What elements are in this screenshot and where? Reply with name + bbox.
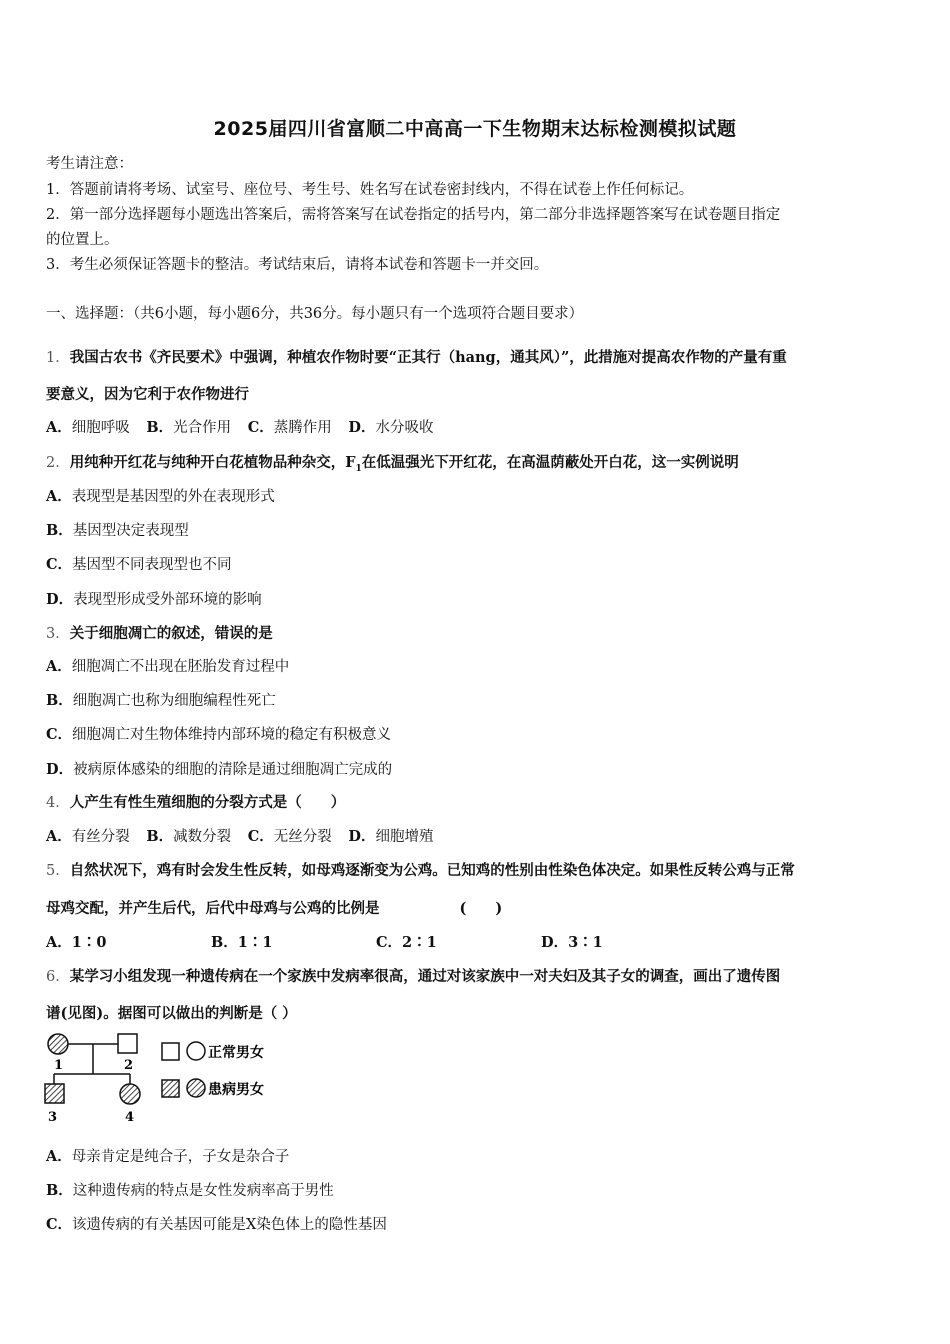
affected-female-1	[48, 1034, 68, 1054]
label-2: 2	[124, 1058, 134, 1073]
question-number: 2．	[46, 455, 70, 471]
question-2-stem: 2．用纯种开红花与纯种开白花植物品种杂交，$F_1$在低温强光下开红花，在高温荫蔽处开白花，这一实例说明	[46, 454, 739, 474]
option-c[interactable]: C．基因型不同表现型也不同	[46, 556, 232, 573]
answer-paren: ( )	[459, 900, 503, 917]
option-c[interactable]: C．2∶1	[376, 934, 437, 951]
option-b[interactable]: B．细胞凋亡也称为细胞编程性死亡	[46, 692, 276, 709]
question-3-stem: 3．关于细胞凋亡的叙述，错误的是	[46, 625, 273, 642]
legend-normal-label: 正常男女	[208, 1045, 264, 1061]
option-a[interactable]: A．细胞凋亡不出现在胚胎发育过程中	[46, 658, 290, 675]
option-c[interactable]: C．蒸腾作用	[247, 419, 332, 436]
label-3: 3	[48, 1110, 58, 1125]
affected-female-4	[120, 1084, 140, 1104]
option-d[interactable]: D．水分吸收	[348, 419, 434, 436]
option-a[interactable]: A．1∶0	[46, 934, 107, 951]
question-1-stem-cont: 要意义，因为它利于农作物进行	[46, 386, 249, 403]
option-d[interactable]: D．被病原体感染的细胞的清除是通过细胞凋亡完成的	[46, 761, 393, 778]
question-number: 3．	[46, 626, 70, 642]
option-a[interactable]: A．表现型是基因型的外在表现形式	[46, 488, 275, 505]
option-b[interactable]: B．光合作用	[146, 419, 232, 436]
option-d[interactable]: D．3∶1	[541, 934, 603, 951]
question-1-stem	[46, 346, 916, 367]
notice-item-2: 2．第一部分选择题每小题选出答案后，需将答案写在试卷指定的括号内，第二部分非选择题答案写在试卷题目指定	[46, 207, 781, 223]
option-c[interactable]: C．该遗传病的有关基因可能是X染色体上的隐性基因	[46, 1216, 387, 1233]
question-1-options	[46, 416, 916, 437]
option-a[interactable]: A．细胞呼吸	[46, 419, 130, 436]
option-d[interactable]: D．细胞增殖	[348, 828, 434, 845]
normal-male-2	[118, 1034, 137, 1053]
option-b[interactable]: B．基因型决定表现型	[46, 522, 189, 539]
legend-normal-male-icon	[162, 1043, 179, 1060]
notice-heading: 考生请注意：	[46, 156, 133, 172]
legend-normal-female-icon	[187, 1042, 205, 1060]
question-4-stem: 4．人产生有性生殖细胞的分裂方式是（ ）	[46, 794, 346, 811]
affected-male-3	[45, 1084, 64, 1103]
question-text: 我国古农书《齐民要术》中强调，种植农作物时要“正其行（hang，通其风）”，此措施对提高农作物的产量有重	[69, 349, 787, 366]
question-5-options	[46, 931, 916, 952]
question-number: 6．	[46, 969, 70, 985]
label-1: 1	[54, 1058, 64, 1073]
option-b[interactable]: B．这种遗传病的特点是女性发病率高于男性	[46, 1182, 334, 1199]
question-4-options	[46, 825, 916, 846]
question-6-stem-cont: 谱(见图)。据图可以做出的判断是（ ）	[46, 1005, 297, 1022]
option-b[interactable]: B．1∶1	[211, 934, 273, 951]
label-4: 4	[125, 1110, 135, 1125]
notice-item-2-cont: 的位置上。	[46, 232, 119, 248]
option-a[interactable]: A．母亲肯定是纯合子，子女是杂合子	[46, 1148, 290, 1165]
legend-affected-female-icon	[187, 1079, 205, 1097]
option-d[interactable]: D．表现型形成受外部环境的影响	[46, 591, 262, 608]
notice-item-3: 3．考生必须保证答题卡的整洁。考试结束后，请将本试卷和答题卡一并交回。	[46, 257, 549, 273]
question-5-stem: 5．自然状况下，鸡有时会发生性反转，如母鸡逐渐变为公鸡。已知鸡的性别由性染色体决定。如果性反转公鸡与正常	[46, 862, 795, 879]
option-b[interactable]: B．减数分裂	[146, 828, 232, 845]
section-heading: 一、选择题：（共6小题，每小题6分，共36分。每小题只有一个选项符合题目要求）	[46, 306, 584, 322]
legend-affected-male-icon	[162, 1080, 179, 1097]
question-number: 1．	[46, 350, 70, 366]
page-title: 2025届四川省富顺二中高高一下生物期末达标检测模拟试题	[213, 118, 737, 140]
notice-item-1: 1．答题前请将考场、试室号、座位号、考生号、姓名写在试卷密封线内，不得在试卷上作任何标记。	[46, 182, 694, 198]
question-number: 5．	[46, 863, 70, 879]
option-c[interactable]: C．细胞凋亡对生物体维持内部环境的稳定有积极意义	[46, 726, 392, 743]
question-5-stem-cont: 母鸡交配，并产生后代，后代中母鸡与公鸡的比例是 ( )	[46, 900, 503, 917]
legend-affected-label: 患病男女	[208, 1082, 264, 1098]
option-a[interactable]: A．有丝分裂	[46, 828, 130, 845]
pedigree-figure	[42, 1030, 302, 1130]
option-c[interactable]: C．无丝分裂	[247, 828, 332, 845]
question-6-stem: 6．某学习小组发现一种遗传病在一个家族中发病率很高，通过对该家族中一对夫妇及其子女的调查，画出了遗传图	[46, 968, 781, 985]
question-number: 4．	[46, 795, 70, 811]
